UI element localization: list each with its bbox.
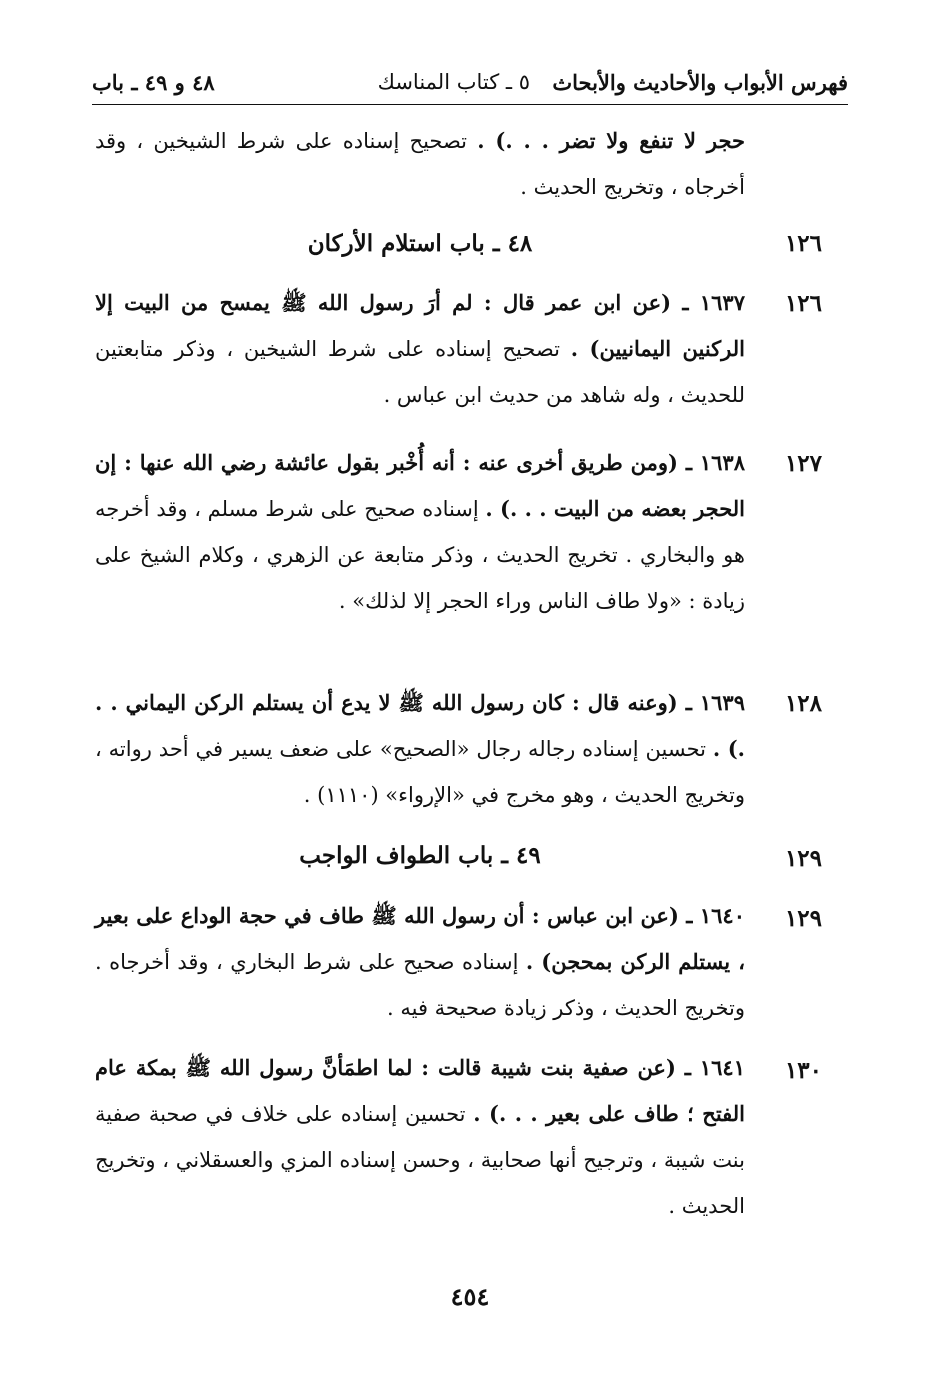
header-rule: [92, 104, 848, 105]
hadith-text: ١٦٣٨ ـ (ومن طريق أخرى عنه : أنه أُخْبر بقول عائشة رضي الله عنها : إن الحجر بعضه من البيت . . .) .: [95, 450, 745, 521]
entry-commentary: تصحيح إسناده على شرط الشيخين ، وقد أخرجاه ، وتخريج الحديث .: [95, 129, 745, 199]
hadith-commentary: تحسين إسناده على خلاف في صحبة صفية بنت شيبة ، وترجيح أنها صحابية ، وحسن إسناده المزي والعسقلاني ، وتخريج الحديث .: [95, 1102, 745, 1218]
hadith-commentary: إسناده صحيح على شرط البخاري ، وقد أخرجاه . وتخريج الحديث ، وذكر زيادة صحيحة فيه .: [95, 950, 745, 1020]
entry-bold-text: حجر لا تنفع ولا تضر . . .) .: [477, 128, 745, 153]
hadith-entry: [95, 280, 745, 418]
hadith-text: ١٦٤١ ـ (عن صفية بنت شيبة قالت : لما اطمَأنَّ رسول الله ﷺ بمكة عام الفتح ؛ طاف على بعير . . .) .: [95, 1055, 746, 1126]
hadith-commentary: تحسين إسناده رجاله رجال «الصحيح» على ضعف يسير في أحد رواته ، وتخريج الحديث ، وهو مخرج في «الإرواء» (١١١٠) .: [95, 737, 745, 807]
running-header: [92, 64, 848, 104]
entry-page-ref: ١٢٩: [784, 845, 822, 872]
chapter-heading: ٤٩ ـ باب الطواف الواجب: [299, 842, 541, 869]
hadith-text: ١٦٣٧ ـ (عن ابن عمر قال : لم أرَ رسول الله ﷺ يمسح من البيت إلا الركنين اليمانيين) .: [95, 290, 745, 361]
entry-page-ref: ١٣٠: [784, 1057, 822, 1084]
hadith-entry: [95, 1045, 745, 1229]
hadith-entry: [95, 893, 745, 1031]
hadith-entry: [95, 680, 745, 818]
hadith-commentary: تصحيح إسناده على شرط الشيخين ، وذكر متابعتين للحديث ، وله شاهد من حديث ابن عباس .: [95, 337, 745, 407]
page-number: ٤٥٤: [450, 1282, 490, 1311]
entry-page-ref: ١٢٧: [784, 450, 822, 477]
hadith-entry: [95, 440, 745, 624]
entry-page-ref: ١٢٦: [784, 290, 822, 317]
header-index-title: فهرس الأبواب والأحاديث والأبحاث: [552, 70, 848, 95]
hadith-commentary: إسناده صحيح على شرط مسلم ، وقد أخرجه هو والبخاري . تخريج الحديث ، وذكر متابعة عن الزهري ، وكلام الشيخ على زيادة : «ولا طاف الناس وراء الحجر إلا لذلك» .: [95, 497, 745, 613]
header-book-title: ٥ ـ كتاب المناسك: [377, 70, 530, 94]
entry-page-ref: ١٢٨: [784, 690, 822, 717]
hadith-text: ١٦٤٠ ـ (عن ابن عباس : أن رسول الله ﷺ طاف في حجة الوداع على بعير ، يستلم الركن بمحجن) .: [95, 903, 745, 974]
hadith-text: ١٦٣٩ ـ (وعنه قال : كان رسول الله ﷺ لا يدع أن يستلم الركن اليماني . . .) .: [95, 690, 745, 761]
header-chapter-range: ٤٨ و ٤٩ ـ باب: [92, 70, 215, 95]
entry-page-ref: ١٢٦: [784, 230, 822, 257]
entry-continuation: [95, 118, 745, 210]
entry-page-ref: ١٢٩: [784, 905, 822, 932]
chapter-heading: ٤٨ ـ باب استلام الأركان: [307, 230, 533, 257]
